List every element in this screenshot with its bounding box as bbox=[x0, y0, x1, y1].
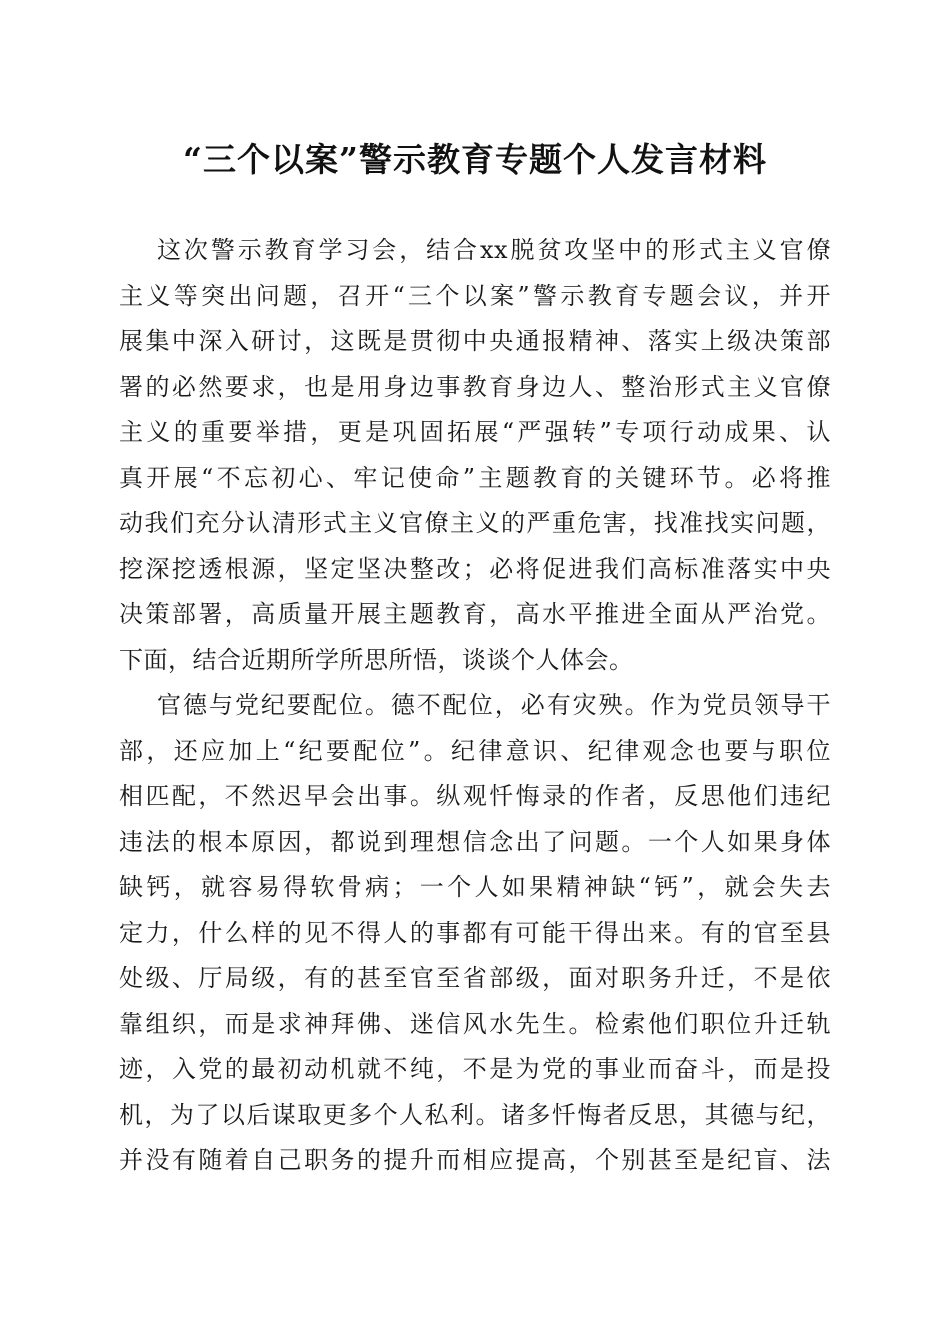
paragraph-2-line: 靠组织，而是求神拜佛、迷信风水先生。检索他们职位升迁轨 bbox=[119, 1009, 831, 1038]
paragraph-1-line: 展集中深入研讨，这既是贯彻中央通报精神、落实上级决策部 bbox=[119, 327, 831, 355]
paragraph-2-line: 违法的根本原因，都说到理想信念出了问题。一个人如果身体 bbox=[119, 827, 831, 856]
paragraph-1-line: 主义的重要举措，更是巩固拓展“严强转”专项行动成果、认 bbox=[119, 418, 831, 446]
paragraph-1-line: 署的必然要求，也是用身边事教育身边人、整治形式主义官僚 bbox=[119, 372, 831, 401]
paragraph-2-line: 机，为了以后谋取更多个人私利。诸多忏悔者反思，其德与纪， bbox=[119, 1100, 831, 1129]
paragraph-1-line: 挖深挖透根源，坚定坚决整改；必将促进我们高标准落实中央 bbox=[119, 554, 831, 583]
paragraph-1-line: 下面，结合近期所学所思所悟，谈谈个人体会。 bbox=[119, 645, 634, 674]
paragraph-1-line: 决策部署，高质量开展主题教育，高水平推进全面从严治党。 bbox=[119, 600, 831, 628]
paragraph-1-line: 真开展“不忘初心、牢记使命”主题教育的关键环节。必将推 bbox=[119, 463, 831, 492]
paragraph-2-line: 相匹配，不然迟早会出事。纵观忏悔录的作者，反思他们违纪 bbox=[119, 782, 831, 810]
paragraph-1-line: 主义等突出问题，召开“三个以案”警示教育专题会议，并开 bbox=[119, 281, 831, 310]
paragraph-1-line: 这次警示教育学习会，结合xx脱贫攻坚中的形式主义官僚 bbox=[157, 236, 831, 264]
document-body bbox=[119, 228, 831, 1184]
paragraph-2-line: 官德与党纪要配位。德不配位，必有灾殃。作为党员领导干 bbox=[157, 691, 831, 719]
document-title: “三个以案”警示教育专题个人发言材料 bbox=[183, 140, 767, 179]
paragraph-2-line: 定力，什么样的见不得人的事都有可能干得出来。有的官至县 bbox=[119, 918, 831, 947]
paragraph-2-line: 部，还应加上“纪要配位”。纪律意识、纪律观念也要与职位 bbox=[119, 736, 831, 765]
paragraph-1-line: 动我们充分认清形式主义官僚主义的严重危害，找准找实问题， bbox=[119, 509, 831, 537]
paragraph-2-line: 迹，入党的最初动机就不纯，不是为党的事业而奋斗，而是投 bbox=[119, 1055, 831, 1083]
paragraph-2-line: 并没有随着自己职务的提升而相应提高，个别甚至是纪盲、法 bbox=[119, 1146, 831, 1174]
paragraph-2-line: 缺钙，就容易得软骨病；一个人如果精神缺“钙”，就会失去 bbox=[119, 873, 831, 901]
paragraph-2-line: 处级、厅局级，有的甚至官至省部级，面对职务升迁，不是依 bbox=[119, 964, 831, 992]
